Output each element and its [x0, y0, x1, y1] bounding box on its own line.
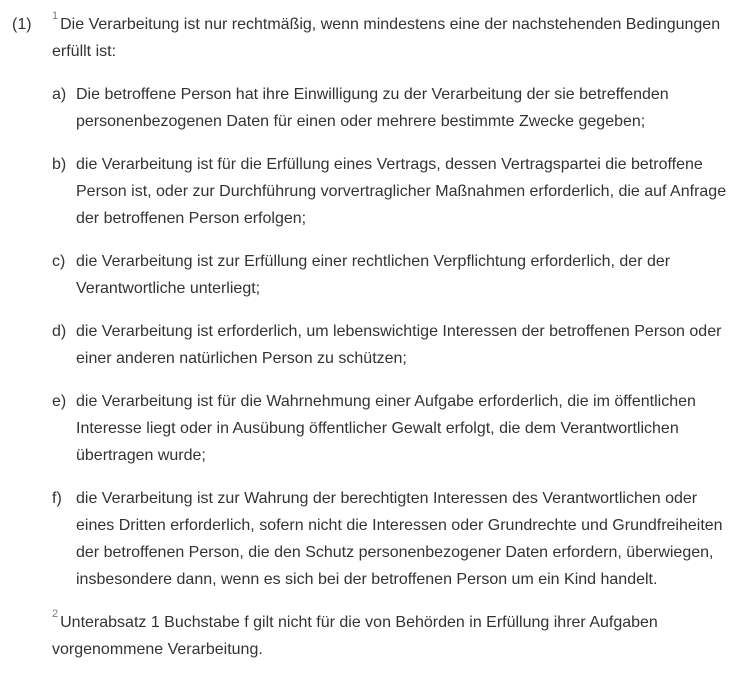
condition-text: die Verarbeitung ist erforderlich, um lebenswichtige Interessen der betroffenen Person oder einer anderen natürlichen Person zu schützen; [76, 323, 722, 367]
sentence-2 [52, 609, 732, 663]
paragraph-content [52, 11, 732, 663]
condition-item-a [52, 81, 732, 135]
paragraph-number: (1) [12, 16, 32, 33]
sentence-2-marker: 2 [52, 608, 59, 620]
condition-item-f [52, 485, 732, 593]
condition-text: die Verarbeitung ist zur Wahrung der berechtigten Interessen des Verantwortlichen oder eines Dritten erforderlich, sofern nicht die Interessen oder Grundrechte und Grundfreiheiten der betroffenen Person, die den Schutz personenbezogener Daten erfordern, überwiegen, insbesondere dann, wenn es sich bei der betroffenen Person um ein Kind handelt. [76, 490, 723, 588]
condition-letter: f) [52, 490, 62, 507]
condition-letter: d) [52, 323, 67, 340]
sentence-2-text: Unterabsatz 1 Buchstabe f gilt nicht für die von Behörden in Erfüllung ihrer Aufgaben vorgenommene Verarbeitung. [52, 614, 658, 658]
sentence-1-text: Die Verarbeitung ist nur rechtmäßig, wenn mindestens eine der nachstehenden Bedingungen erfüllt ist: [52, 16, 721, 60]
condition-item-e [52, 388, 732, 469]
condition-letter: b) [52, 156, 67, 173]
condition-letter: e) [52, 393, 67, 410]
condition-text: die Verarbeitung ist für die Wahrnehmung einer Aufgabe erforderlich, die im öffentlichen Interesse liegt oder in Ausübung öffentlicher Gewalt erfolgt, die dem Verantwortlichen übertragen wurde; [76, 393, 696, 464]
condition-text: die Verarbeitung ist für die Erfüllung eines Vertrags, dessen Vertragspartei die betroffene Person ist, oder zur Durchführung vorvertraglicher Maßnahmen erforderlich, die auf Anfrage der betroffenen Person erfolgen; [76, 156, 727, 227]
sentence-1 [52, 11, 732, 65]
condition-letter: c) [52, 253, 66, 270]
condition-text: die Verarbeitung ist zur Erfüllung einer rechtlichen Verpflichtung erforderlich, der der Verantwortliche unterliegt; [76, 253, 671, 297]
condition-text: Die betroffene Person hat ihre Einwilligung zu der Verarbeitung der sie betreffenden personenbezogenen Daten für einen oder mehrere bestimmte Zwecke gegeben; [76, 86, 669, 130]
condition-list [52, 81, 732, 593]
condition-item-b [52, 151, 732, 232]
condition-letter: a) [52, 86, 67, 103]
condition-item-d [52, 318, 732, 372]
condition-item-c [52, 248, 732, 302]
sentence-1-marker: 1 [52, 10, 59, 22]
